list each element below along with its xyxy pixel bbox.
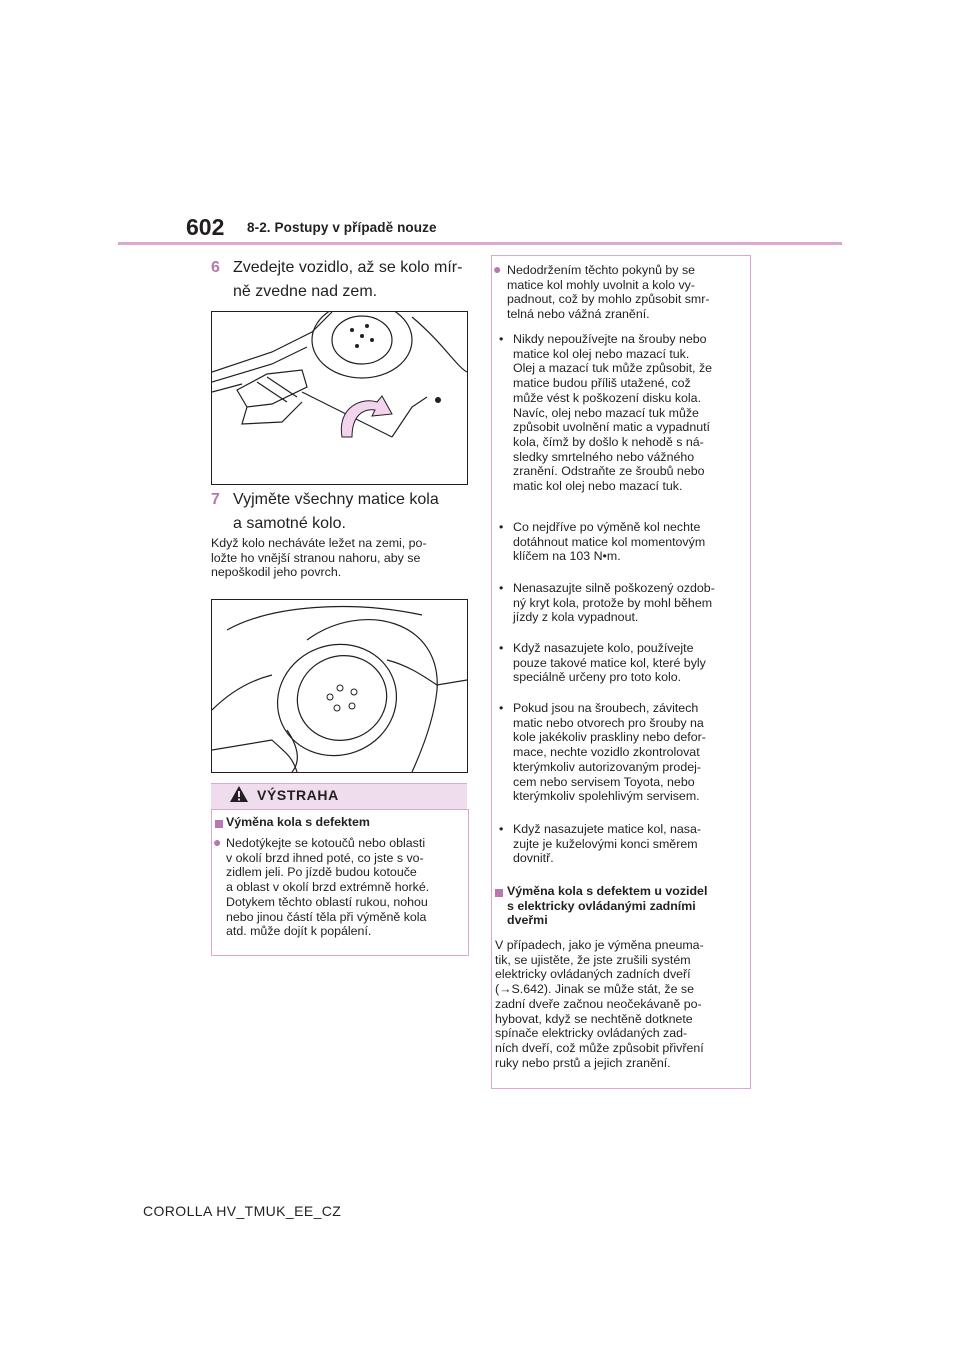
text-line: jízdy z kola vypadnout.	[513, 610, 639, 625]
page-number: 602	[186, 214, 225, 240]
text-line: ný kryt kola, protože by mohl během	[513, 595, 713, 610]
text-line: dovnitř.	[513, 851, 554, 866]
text-line: Když nasazujete kolo, používejte	[513, 641, 694, 655]
text-line: zranění. Odstraňte ze šroubů nebo	[513, 464, 705, 479]
dash-bullet: •	[499, 641, 504, 655]
text-line: Navíc, olej nebo mazací tuk může	[513, 405, 699, 420]
dash-item	[513, 641, 747, 685]
warning-triangle-icon	[229, 785, 249, 803]
warning-heading	[507, 884, 747, 928]
note-line: Když kolo necháváte ležet na zemi, po-	[211, 536, 427, 550]
step-7	[211, 488, 471, 536]
text-line: způsobit uvolnění matic a vypadnutí	[513, 420, 710, 435]
text-line: Olej a mazací tuk může způsobit, že	[513, 361, 713, 376]
text-line: může vést k poškození disku kola.	[513, 390, 702, 405]
header-rule	[118, 242, 842, 245]
warning-box-right	[491, 255, 751, 1089]
jack-drawing	[212, 312, 467, 484]
text-line: hybovat, když se nechtěně dotknete	[495, 1011, 693, 1026]
text-line: nebo jinou částí těla při výměně kola	[226, 909, 427, 924]
text-line: Nikdy nepoužívejte na šrouby nebo	[513, 332, 707, 346]
text-line: elektricky ovládaných zadních dveří	[495, 967, 691, 982]
step-text-line: Zvedejte vozidlo, až se kolo mír-	[233, 259, 463, 276]
text-line: matice budou příliš utažené, což	[513, 376, 691, 391]
text-line: kole jakékoliv praskliny nebo defor-	[513, 730, 706, 745]
text-line: Pokud jsou na šroubech, závitech	[513, 701, 699, 715]
note-line: ložte ho vnější stranou nahoru, aby se	[211, 550, 421, 565]
note-paragraph	[211, 536, 469, 580]
text-line: cem nebo servisem Toyota, nebo	[513, 774, 695, 789]
text-line: Když nasazujete matice kol, nasa-	[513, 822, 702, 836]
text-line: telná nebo vážná zranění.	[507, 307, 650, 322]
text-line: Nedotýkejte se kotoučů nebo oblasti	[226, 836, 426, 850]
step-text-line: ně zvedne nad zem.	[233, 283, 378, 300]
text-line: tik, se ujistěte, že jste zrušili systém	[495, 952, 691, 967]
warning-bullet-text	[507, 263, 747, 322]
round-bullet: ●	[493, 261, 502, 277]
text-line: kola, čímž by došlo k nehodě s ná-	[513, 434, 704, 449]
text-line: ních dveří, což může způsobit přivření	[495, 1040, 704, 1055]
step-text-line: Vyjměte všechny matice kola	[233, 491, 439, 508]
text-line: dveřmi	[507, 913, 548, 928]
step-number: 6	[211, 259, 220, 276]
warning-title: VÝSTRAHA	[257, 787, 339, 803]
text-line: pouze takové matice kol, které byly	[513, 655, 706, 670]
dash-item	[513, 822, 747, 866]
square-bullet	[495, 889, 503, 897]
dash-item	[513, 332, 747, 494]
warning-box-left	[211, 809, 469, 956]
text-line: speciálně určeny pro toto kolo.	[513, 670, 682, 685]
step-number: 7	[211, 491, 220, 508]
dash-bullet: •	[499, 520, 504, 534]
text-line: dotáhnout matice kol momentovým	[513, 534, 706, 549]
dash-bullet: •	[499, 332, 504, 346]
text-line: matic nebo otvorech pro šrouby na	[513, 715, 704, 730]
warning-bullet-text	[226, 836, 468, 939]
square-bullet	[215, 820, 223, 828]
text-line: matice kol mohly uvolnit a kolo vy-	[507, 277, 695, 292]
warning-heading: Výměna kola s defektem	[226, 815, 370, 829]
text-line: Výměna kola s defektem u vozidel	[507, 884, 708, 898]
text-line: Nedodržením těchto pokynů by se	[507, 263, 696, 277]
note-line: nepoškodil jeho povrch.	[211, 565, 342, 580]
warning-header-bar	[211, 783, 467, 810]
dash-bullet: •	[499, 701, 504, 715]
text-line: Nenasazujte silně poškozený ozdob-	[513, 581, 715, 595]
dash-bullet: •	[499, 581, 504, 595]
wheel-drawing	[212, 600, 467, 772]
dash-item	[513, 520, 747, 564]
text-line: zujte je kuželovými konci směrem	[513, 836, 698, 851]
text-line: v okolí brzd ihned poté, co jste s vo-	[226, 850, 424, 865]
text-line: Co nejdříve po výměně kol nechte	[513, 520, 701, 534]
text-line: V případech, jako je výměna pneuma-	[495, 938, 704, 952]
text-line: atd. může dojít k popálení.	[226, 924, 372, 939]
text-line: sledky smrtelného nebo vážného	[513, 449, 695, 464]
round-bullet: ●	[213, 834, 222, 850]
text-line: Dotykem těchto oblastí rukou, nohou	[226, 894, 428, 909]
dash-item	[513, 701, 747, 804]
text-line: matic kol olej nebo mazací tuk.	[513, 479, 683, 494]
jack-illustration	[211, 311, 468, 485]
warning-paragraph	[495, 938, 747, 1070]
text-line: kterýmkoliv spolehlivým servisem.	[513, 789, 700, 804]
text-line: a oblast v okolí brzd extrémně horké.	[226, 880, 430, 895]
text-line: s elektricky ovládanými zadními	[507, 898, 696, 913]
dash-item	[513, 581, 747, 625]
section-title: 8-2. Postupy v případě nouze	[247, 220, 437, 235]
footer-model-code: COROLLA HV_TMUK_EE_CZ	[143, 1203, 342, 1219]
text-line: ruky nebo prstů a jejich zranění.	[495, 1055, 671, 1070]
text-line: zadní dveře začnou neočekávaně po-	[495, 996, 702, 1011]
text-line: matice kol olej nebo mazací tuk.	[513, 346, 690, 361]
text-line: klíčem na 103 N•m.	[513, 549, 621, 564]
text-line: mace, nechte vozidlo zkontrolovat	[513, 745, 700, 760]
text-line: zidlem jeli. Po jízdě budou kotouče	[226, 865, 417, 880]
text-line: padnout, což by mohlo způsobit smr-	[507, 292, 710, 307]
dash-bullet: •	[499, 822, 504, 836]
text-line: kterýmkoliv autorizovaným prodej-	[513, 759, 701, 774]
step-6	[211, 256, 471, 304]
wheel-illustration	[211, 599, 468, 773]
text-line: spínače elektricky ovládaných zad-	[495, 1026, 688, 1041]
page-reference-link[interactable]: (→S.642). Jinak se může stát, že se	[495, 982, 695, 997]
step-text-line: a samotné kolo.	[233, 515, 346, 532]
